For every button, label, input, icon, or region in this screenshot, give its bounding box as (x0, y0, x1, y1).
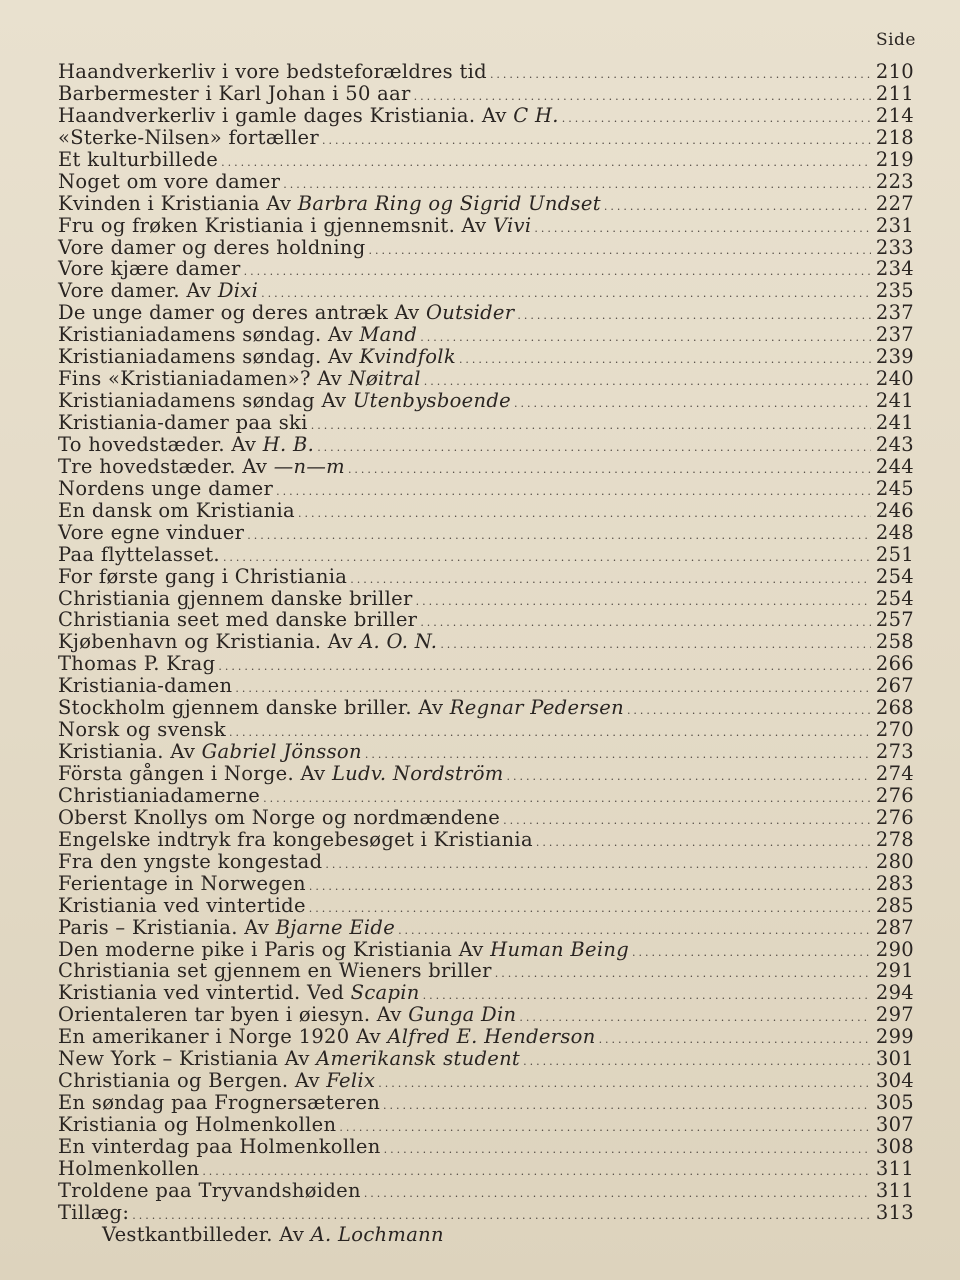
toc-entry-title-text: Kristianiadamens søndag. Av (58, 345, 360, 369)
toc-entry-title-text: Vore damer og deres holdning (58, 235, 366, 259)
toc-entry-title-text: Kristiania ved vintertide (58, 893, 306, 917)
toc-entry-title (58, 83, 411, 105)
toc-entry (58, 237, 914, 259)
toc-entry-title-text: Christiania gjennem danske briller (58, 586, 413, 610)
toc-entry (58, 1158, 914, 1180)
toc-entry-author: Regnar Pedersen (449, 696, 624, 720)
toc-entry-page-number: 239 (875, 345, 914, 369)
toc-entry-title-text: Tre hovedstæder. Av (58, 454, 274, 478)
toc-entry-title (58, 697, 624, 719)
toc-entry-title-text: Paa flyttelasset. (58, 542, 220, 566)
toc-entry (58, 1070, 914, 1092)
dot-leader (244, 261, 871, 283)
dot-leader (503, 810, 871, 832)
toc-entry-title-text: Fru og frøken Kristiania i gjennemsnit. Av (58, 213, 493, 237)
toc-entry-title (58, 434, 314, 456)
toc-entry-title-text: Barbermester i Karl Johan i 50 aar (58, 81, 411, 105)
toc-entry-title (58, 1114, 336, 1136)
toc-entry-title (58, 851, 322, 873)
toc-entry-page-number: 240 (875, 367, 914, 391)
toc-entry-title (58, 829, 533, 851)
toc-entry (58, 412, 914, 434)
dot-leader (276, 481, 871, 503)
toc-entry-page-number: 214 (875, 103, 914, 127)
toc-entry-author: Nøitral (348, 367, 421, 391)
toc-entry-title-text: En dansk om Kristiania (58, 498, 295, 522)
toc-entry (58, 1026, 914, 1048)
dot-leader (348, 459, 871, 481)
dot-leader (604, 196, 871, 218)
toc-entry-author: Vivi (492, 213, 532, 237)
toc-entry-author: Amerikansk student (316, 1047, 521, 1071)
toc-entry-title-text: Första gången i Norge. Av (58, 762, 332, 785)
toc-entry-page-number: 304 (875, 1069, 914, 1093)
toc-entry-author: A. O. N. (359, 630, 438, 654)
toc-entry-page-number: 218 (875, 125, 914, 149)
toc-entry (58, 960, 914, 982)
dot-leader (507, 766, 871, 788)
toc-entry-title (58, 631, 437, 653)
toc-entry-title (58, 1004, 516, 1026)
toc-entry (58, 368, 914, 390)
dot-leader (459, 349, 871, 371)
toc-entry-title (58, 1048, 520, 1070)
toc-entry (58, 127, 914, 149)
toc-entry-title (58, 917, 395, 939)
toc-entry-page-number: 241 (875, 389, 914, 413)
toc-entry-page-number: 313 (875, 1200, 914, 1224)
toc-entry-author: Dixi (217, 279, 259, 303)
toc-entry-author: C H. (513, 103, 559, 127)
toc-entry-title (58, 1158, 199, 1180)
toc-entry-author: Gabriel Jönsson (201, 740, 362, 764)
toc-entry-page-number: 241 (875, 411, 914, 434)
toc-entry-title-text: Kvinden i Kristiania Av (58, 191, 298, 215)
toc-entry (58, 1202, 914, 1224)
toc-entry (58, 434, 914, 456)
toc-entry-title-text: Norsk og svensk (58, 718, 227, 742)
toc-entry-title (58, 302, 514, 324)
dot-leader (627, 700, 871, 722)
toc-entry-title-text: New York – Kristiania Av (58, 1047, 317, 1071)
toc-entry-page-number: 219 (875, 147, 914, 171)
toc-entry-title-text: Christiania og Bergen. Av (58, 1069, 327, 1093)
toc-entry-page-number: 233 (875, 235, 914, 259)
toc-entry-page-number: 251 (875, 542, 914, 566)
toc-entry-title (58, 719, 226, 741)
toc-entry-title-text: To hovedstæder. Av (58, 432, 263, 456)
toc-entry-title-text: De unge damer og deres antræk Av (58, 301, 426, 325)
toc-entry-page-number: 305 (875, 1091, 914, 1115)
toc-entry-title-text: Kristianiadamens søndag. Av (58, 323, 360, 347)
toc-entry (58, 1004, 914, 1026)
toc-entry (58, 105, 914, 127)
toc-entry (58, 1136, 914, 1158)
toc-entry-title (58, 171, 280, 193)
dot-leader (536, 832, 871, 854)
toc-entry-title (58, 324, 417, 346)
toc-entry-page-number: 285 (875, 893, 914, 917)
toc-entry-title (58, 1224, 444, 1246)
toc-entry-title (58, 741, 362, 763)
toc-entry-title-text: Haandverkerliv i vore bedsteforældres tid (58, 60, 487, 83)
toc-entry-title (58, 522, 244, 544)
toc-entry-page-number: 307 (875, 1113, 914, 1136)
toc-entry (58, 171, 914, 193)
dot-leader (322, 130, 871, 152)
toc-entry-title-text: En amerikaner i Norge 1920 Av (58, 1025, 388, 1049)
dot-leader (384, 1139, 871, 1161)
toc-entry-title-text: «Sterke-Nilsen» fortæller (58, 125, 319, 149)
toc-entry-page-number: 254 (875, 564, 914, 588)
dot-leader (298, 503, 871, 525)
dot-leader (364, 1183, 871, 1205)
toc-entry (58, 785, 914, 807)
toc-entry (58, 215, 914, 237)
toc-entry-title (58, 105, 559, 127)
toc-entry (58, 280, 914, 302)
toc-entry-title (58, 939, 629, 961)
dot-leader (562, 108, 871, 130)
toc-entry-title (58, 149, 218, 171)
toc-entry-author: Ludv. Nordström (331, 762, 504, 785)
toc-entry-title-text: Ferientage in Norwegen (58, 871, 306, 895)
toc-entry-page-number: 311 (875, 1156, 914, 1180)
toc-entry-page-number: 248 (875, 520, 914, 544)
dot-leader (218, 656, 871, 678)
toc-entry-page-number: 266 (875, 652, 914, 676)
toc-entry (58, 1114, 914, 1136)
toc-entry-title (58, 1092, 380, 1114)
toc-entry-title-text: Vore damer. Av (58, 279, 218, 303)
toc-entry-author: Scapin (350, 981, 420, 1005)
toc-entry-page-number: 237 (875, 323, 914, 347)
toc-entry-title (58, 609, 417, 631)
toc-entry (58, 895, 914, 917)
toc-entry-page-number: 245 (875, 476, 914, 500)
toc-entry-title (58, 873, 306, 895)
toc-entry (58, 346, 914, 368)
toc-entry-page-number: 301 (875, 1047, 914, 1071)
toc-entry (58, 939, 914, 961)
toc-entry-page-number: 237 (875, 301, 914, 325)
dot-leader (490, 64, 871, 86)
dot-leader (311, 415, 871, 437)
toc-entry-title (58, 675, 232, 697)
dot-leader (309, 876, 871, 898)
toc-entry (58, 807, 914, 829)
toc-entry-title-text: Vestkantbilleder. Av (102, 1222, 311, 1246)
toc-entry-page-number: 276 (875, 783, 914, 807)
toc-entry (58, 456, 914, 478)
dot-leader (514, 393, 871, 415)
toc-entry-title (58, 127, 319, 149)
toc-entry-page-number: 291 (875, 959, 914, 983)
toc-entry-page-number: 287 (875, 915, 914, 939)
toc-entry-title (58, 895, 306, 917)
toc-entry-title (58, 982, 420, 1004)
dot-leader (632, 942, 871, 964)
toc-entry-title-text: Den moderne pike i Paris og Kristiania Av (58, 937, 491, 961)
toc-entry (58, 1180, 914, 1202)
toc-entry-page-number: 273 (875, 740, 914, 764)
toc-entry-page-number: 274 (875, 762, 914, 785)
toc-entry-title-text: Fra den yngste kongestad (58, 849, 323, 873)
toc-entry-title (58, 237, 366, 259)
toc-entry-page-number: 223 (875, 169, 914, 193)
dot-leader (517, 305, 871, 327)
toc-entry-title (58, 61, 487, 83)
toc-entry-page-number: 244 (875, 454, 914, 478)
toc-entry-title-text: Paris – Kristiania. Av (58, 915, 276, 939)
toc-entry (58, 83, 914, 105)
toc-entry-title-text: Kristiania ved vintertid. Ved (58, 981, 351, 1005)
toc-entry (58, 193, 914, 215)
toc-entry-page-number: 290 (875, 937, 914, 961)
toc-entry-author: Mand (359, 323, 418, 347)
toc-entry (58, 302, 914, 324)
toc-entry (58, 697, 914, 719)
toc-entry-page-number: 297 (875, 1003, 914, 1027)
toc-entry-page-number: 268 (875, 696, 914, 720)
toc-entry-title (58, 1202, 129, 1224)
toc-entry (58, 873, 914, 895)
toc-entry-title-text: Et kulturbillede (58, 147, 219, 171)
toc-entry-title-text: Troldene paa Tryvandshøiden (58, 1178, 361, 1202)
toc-entry-title (58, 1070, 375, 1092)
toc-entry-page-number: 243 (875, 432, 914, 456)
dot-leader (420, 327, 871, 349)
toc-entry (58, 741, 914, 763)
toc-entry (58, 631, 914, 653)
toc-entry (58, 1048, 914, 1070)
toc-entry (58, 1092, 914, 1114)
toc-entry-author: Alfred E. Henderson (387, 1025, 596, 1049)
toc-entry (58, 566, 914, 588)
toc-entry-title (58, 193, 601, 215)
dot-leader (247, 525, 871, 547)
toc-entry-author: Utenbysboende (352, 389, 511, 413)
dot-leader (339, 1117, 871, 1139)
toc-entry (58, 258, 914, 280)
toc-entry-title-text: Vore kjære damer (58, 257, 241, 281)
toc-entry-author: A. Lochmann (310, 1222, 444, 1246)
toc-entry (58, 763, 914, 785)
toc-entry-title-text: Noget om vore damer (58, 169, 281, 193)
toc-entry-title (58, 500, 295, 522)
toc-entry-title-text: Tillæg: (58, 1200, 130, 1224)
toc-entry-title (58, 412, 308, 434)
toc-entry-page-number: 276 (875, 805, 914, 829)
toc-entry-title (58, 588, 413, 610)
toc-entry-title-text: Nordens unge damer (58, 476, 274, 500)
dot-leader (495, 963, 871, 985)
toc-entry (58, 609, 914, 631)
toc-entry-page-number: 210 (875, 60, 914, 83)
toc-entry-title-text: Kristiania. Av (58, 740, 202, 764)
toc-entry-page-number: 311 (875, 1178, 914, 1202)
toc-entry-title (58, 258, 241, 280)
toc-entry-page-number: 308 (875, 1134, 914, 1158)
dot-leader (523, 1051, 871, 1073)
toc-entry-title-text: Engelske indtryk fra kongebesøget i Kristiania (58, 827, 533, 851)
toc-entry-page-number: 294 (875, 981, 914, 1005)
toc-entry-title-text: Kristiania-damen (58, 674, 233, 698)
toc-entry-page-number: 246 (875, 498, 914, 522)
toc-entry-author: H. B. (262, 432, 315, 456)
toc-entry-title (58, 215, 531, 237)
toc-entry-page-number: 299 (875, 1025, 914, 1049)
toc-entry-title (58, 368, 421, 390)
toc-entry-title (58, 456, 345, 478)
toc-entry-page-number: 280 (875, 849, 914, 873)
toc-entry-page-number: 211 (875, 81, 914, 105)
toc-entry-title-text: Kristiania og Holmenkollen (58, 1113, 337, 1136)
toc-entry-title (58, 1136, 381, 1158)
toc-entry-page-number: 231 (875, 213, 914, 237)
toc-entry-title (58, 566, 347, 588)
toc-entry (58, 544, 914, 566)
toc-entry-title-text: Fins «Kristianiadamen»? Av (58, 367, 349, 391)
toc-entry-author: Felix (326, 1069, 376, 1093)
toc-entry-title (58, 807, 500, 829)
dot-leader (221, 152, 871, 174)
toc-entry-title (58, 346, 456, 368)
toc-entry (58, 917, 914, 939)
toc-entry (58, 500, 914, 522)
toc-entry (58, 324, 914, 346)
toc-entry-title-text: Kristianiadamens søndag Av (58, 389, 353, 413)
toc-entry (58, 478, 914, 500)
dot-leader (369, 240, 871, 262)
toc-entry-title-text: Orientaleren tar byen i øiesyn. Av (58, 1003, 409, 1027)
toc-entry (58, 851, 914, 873)
dot-leader (383, 1095, 871, 1117)
dot-leader (599, 1029, 871, 1051)
toc-entry (58, 522, 914, 544)
toc-entry-title-text: Christianiadamerne (58, 783, 261, 807)
dot-leader (325, 854, 871, 876)
toc-entry-title-text: Vore egne vinduer (58, 520, 245, 544)
toc-entry-title-text: Holmenkollen (58, 1156, 200, 1180)
toc-entry (58, 719, 914, 741)
toc-entry (58, 675, 914, 697)
toc-entry-title-text: Haandverkerliv i gamle dages Kristiania. Av (58, 103, 514, 127)
toc-entry-title-text: Stockholm gjennem danske briller. Av (58, 696, 450, 720)
toc-entry (58, 982, 914, 1004)
toc-entry-page-number: 234 (875, 257, 914, 281)
dot-leader (317, 437, 871, 459)
toc-list (58, 61, 914, 1246)
toc-entry-page-number: 278 (875, 827, 914, 851)
toc-entry (58, 149, 914, 171)
toc-entry-title-text: Kjøbenhavn og Kristiania. Av (58, 630, 360, 654)
toc-entry-page-number: 267 (875, 674, 914, 698)
toc-entry-title (58, 280, 258, 302)
toc-entry-title-text: Christiania set gjennem en Wieners briller (58, 959, 492, 983)
toc-entry-title (58, 653, 215, 675)
toc-entry-page-number: 283 (875, 871, 914, 895)
toc-entry-title-text: En vinterdag paa Holmenkollen (58, 1134, 381, 1158)
toc-entry-page-number: 254 (875, 586, 914, 610)
toc-entry (58, 653, 914, 675)
toc-entry-page-number: 227 (875, 191, 914, 215)
toc-entry-title (58, 544, 220, 566)
toc-entry-title (58, 390, 511, 412)
toc-entry-author: Kvindfolk (359, 345, 456, 369)
toc-entry-title-text: For første gang i Christiania (58, 564, 348, 588)
toc-entry-title-text: Kristiania-damer paa ski (58, 411, 308, 434)
toc-entry (58, 390, 914, 412)
toc-entry (58, 61, 914, 83)
dot-leader (420, 612, 871, 634)
toc-entry-author: Bjarne Eide (275, 915, 396, 939)
toc-entry-page-number: 257 (875, 608, 914, 632)
toc-entry-author: Gunga Din (408, 1003, 517, 1027)
dot-leader (350, 569, 871, 591)
toc-entry-title (58, 1180, 361, 1202)
toc-entry-title-text: Oberst Knollys om Norge og nordmændene (58, 805, 501, 829)
toc-entry (58, 1224, 914, 1246)
toc-entry-title (58, 478, 273, 500)
dot-leader (378, 1073, 871, 1095)
toc-entry-title (58, 763, 504, 785)
toc-entry (58, 829, 914, 851)
toc-entry-author: Human Being (490, 937, 630, 961)
toc-entry-title-text: En søndag paa Frognersæteren (58, 1091, 381, 1115)
toc-entry-author: Outsider (425, 301, 515, 325)
toc-entry-page-number: 235 (875, 279, 914, 303)
toc-entry-title (58, 1026, 596, 1048)
toc-entry-title-text: Christiania seet med danske briller (58, 608, 418, 632)
toc-entry (58, 588, 914, 610)
toc-entry-page-number: 270 (875, 718, 914, 742)
toc-entry-author: —n—m (273, 454, 345, 478)
dot-leader (534, 218, 871, 240)
dot-leader (440, 634, 871, 656)
toc-entry-author: Barbra Ring og Sigrid Undset (297, 191, 601, 215)
dot-leader (416, 591, 871, 613)
toc-entry-title (58, 960, 492, 982)
page-column-header: Side (875, 30, 916, 50)
toc-entry-title (58, 785, 260, 807)
toc-entry-title-text: Thomas P. Krag (58, 652, 216, 676)
toc-entry-page-number: 258 (875, 630, 914, 654)
